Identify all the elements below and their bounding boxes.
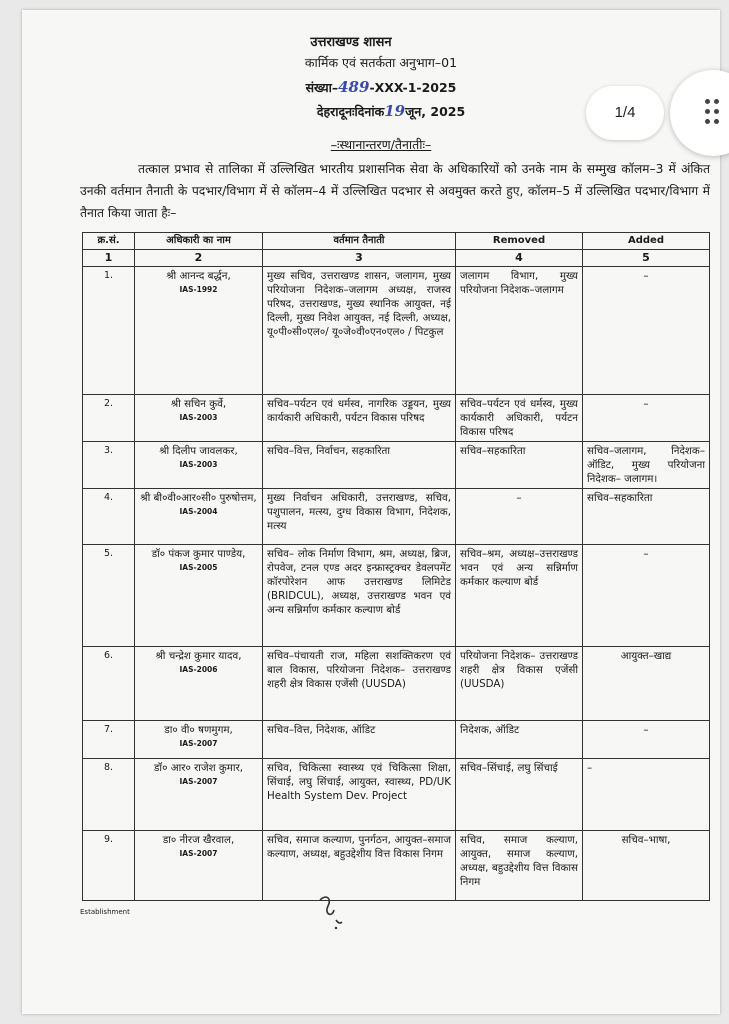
officer-name — [135, 489, 263, 545]
col-header-name: अधिकारी का नाम — [135, 233, 263, 250]
row-sn: 5. — [83, 545, 135, 647]
ias-batch: IAS-2007 — [179, 777, 218, 786]
current-posting: सचिव, चिकित्सा स्वास्थ्य एवं चिकित्सा शिक्षा, सिंचाई, लघु सिंचाई, आयुक्त, स्वास्थ्य, PD/UK Health System Dev. Project — [263, 759, 456, 831]
subject-line: –ःस्थानान्तरण/तैनातीः– — [330, 137, 432, 152]
column-number-row — [83, 250, 710, 267]
current-posting: मुख्य सचिव, उत्तराखण्ड शासन, जलागम, मुख्य परियोजना निदेशक–जलागम अध्यक्ष, राजस्व परिषद, उत्तराखण्ड, मुख्य स्थानिक आयुक्त, नई दिल्ली, मुख्य निवेश आयुक्त, नई दिल्ली, अध्यक्ष, यू०पी०सी०एल०/ यू०जे०वी०एन०एल० / पिटकुल — [263, 267, 456, 395]
officer-name-text: श्री बी०वी०आर०सी० पुरुषोत्तम, — [140, 492, 257, 504]
handwritten-order-number: 489 — [338, 78, 370, 96]
officer-name — [135, 442, 263, 489]
table-row — [83, 395, 710, 442]
handwritten-date: 19 — [384, 102, 406, 120]
officer-name — [135, 759, 263, 831]
added-posting: – — [583, 395, 710, 442]
table-header-row — [83, 233, 710, 250]
added-posting: – — [583, 721, 710, 759]
row-sn: 1. — [83, 267, 135, 395]
added-posting: – — [583, 759, 710, 831]
table-row — [83, 545, 710, 647]
added-posting: सचिव–भाषा, — [583, 831, 710, 901]
ias-batch: IAS-1992 — [179, 285, 218, 294]
removed-posting: निदेशक, ऑडिट — [456, 721, 583, 759]
officer-name-text: डा० नीरज खैरवाल, — [162, 834, 235, 846]
ias-batch: IAS-2006 — [179, 665, 218, 674]
current-posting: सचिव–पर्यटन एवं धर्मस्व, नागरिक उड्डयन, मुख्य कार्यकारी अधिकारी, पर्यटन विकास परिषद — [263, 395, 456, 442]
col-header-current: वर्तमान तैनाती — [263, 233, 456, 250]
table-row — [83, 647, 710, 721]
added-posting: – — [583, 545, 710, 647]
current-posting: सचिव–वित्त, निदेशक, ऑडिट — [263, 721, 456, 759]
order-suffix: -XXX-1-2025 — [369, 80, 457, 95]
added-posting: सचिव–सहकारिता — [583, 489, 710, 545]
officer-name-text: डॉ० आर० राजेश कुमार, — [153, 762, 244, 774]
table-row — [83, 831, 710, 901]
officer-name — [135, 721, 263, 759]
removed-posting: – — [456, 489, 583, 545]
date-prefix: देहरादूनःदिनांक — [316, 104, 385, 119]
col-number: 2 — [135, 250, 263, 267]
removed-posting: सचिव–पर्यटन एवं धर्मस्व, मुख्य कार्यकारी अधिकारी, पर्यटन विकास परिषद — [456, 395, 583, 442]
removed-posting: सचिव–श्रम, अध्यक्ष–उत्तराखण्ड भवन एवं अन्य सन्निर्माण कर्मकार कल्याण बोर्ड — [456, 545, 583, 647]
officer-name-text: डॉ० पंकज कुमार पाण्डेय, — [151, 548, 246, 560]
col-header-sn: क्र.सं. — [83, 233, 135, 250]
ias-batch: IAS-2007 — [179, 739, 218, 748]
current-posting: सचिव, समाज कल्याण, पुनर्गठन, आयुक्त–समाज कल्याण, अध्यक्ष, बहुउद्देशीय वित्त विकास निगम — [263, 831, 456, 901]
col-number: 4 — [456, 250, 583, 267]
current-posting: सचिव–वित्त, निर्वाचन, सहकारिता — [263, 442, 456, 489]
officer-name — [135, 545, 263, 647]
officer-name — [135, 831, 263, 901]
current-posting: मुख्य निर्वाचन अधिकारी, उत्तराखण्ड, सचिव, पशुपालन, मत्स्य, दुग्ध विकास विभाग, निदेशक, मत्स्य — [263, 489, 456, 545]
col-number: 5 — [583, 250, 710, 267]
establishment-footer: Establishment — [80, 908, 130, 916]
removed-posting: सचिव–सहकारिता — [456, 442, 583, 489]
col-number: 3 — [263, 250, 456, 267]
table-row — [83, 267, 710, 395]
page-indicator[interactable]: 1/4 — [586, 86, 664, 140]
more-dots-icon — [705, 99, 723, 127]
row-sn: 9. — [83, 831, 135, 901]
col-number: 1 — [83, 250, 135, 267]
row-sn: 8. — [83, 759, 135, 831]
officer-name — [135, 395, 263, 442]
row-sn: 3. — [83, 442, 135, 489]
row-sn: 4. — [83, 489, 135, 545]
officer-name-text: श्री सचिन कुर्वे, — [170, 398, 227, 410]
ias-batch: IAS-2004 — [179, 507, 218, 516]
added-posting: सचिव–जलागम, निदेशक–ऑडिट, मुख्य परियोजना निदेशक– जलागम। — [583, 442, 710, 489]
transfer-table — [82, 232, 710, 901]
table-row — [83, 442, 710, 489]
ias-batch: IAS-2003 — [179, 413, 218, 422]
current-posting: सचिव– लोक निर्माण विभाग, श्रम, अध्यक्ष, ब्रिज, रोपवेज, टनल एण्ड अदर इन्फ्रास्ट्रक्चर डेवलपमेंट कॉरपोरेशन आफ उत्तराखण्ड लिमिटेड (BRIDCUL), अध्यक्ष, उत्तराखण्ड भवन एवं अन्य सन्निर्माण कर्मकार कल्याण बोर्ड — [263, 545, 456, 647]
col-header-added: Added — [583, 233, 710, 250]
order-prefix: संख्या– — [305, 80, 339, 95]
officer-name-text: श्री चन्द्रेश कुमार यादव, — [155, 650, 242, 662]
ias-batch: IAS-2005 — [179, 563, 218, 572]
removed-posting: सचिव–सिंचाई, लघु सिंचाई — [456, 759, 583, 831]
officer-name-text: डा० वी० षणमुगम, — [164, 724, 233, 736]
document-page — [22, 10, 720, 1014]
officer-name — [135, 647, 263, 721]
department-line: कार्मिक एवं सतर्कता अनुभाग–01 — [304, 55, 458, 70]
row-sn: 6. — [83, 647, 135, 721]
table-row — [83, 759, 710, 831]
govt-title: उत्तराखण्ड शासन — [310, 35, 392, 50]
officer-name-text: श्री दिलीप जावलकर, — [159, 445, 238, 457]
table-row — [83, 489, 710, 545]
officer-name — [135, 267, 263, 395]
table-row — [83, 721, 710, 759]
date-suffix: जून, 2025 — [405, 104, 466, 119]
officer-name-text: श्री आनन्द बर्द्धन, — [166, 270, 231, 282]
removed-posting: परियोजना निदेशक– उत्तराखण्ड शहरी क्षेत्र विकास एजेंसी (UUSDA) — [456, 647, 583, 721]
row-sn: 7. — [83, 721, 135, 759]
signature-mark — [312, 890, 352, 935]
current-posting: सचिव–पंचायती राज, महिला सशक्तिकरण एवं बाल विकास, परियोजना निदेशक– उत्तराखण्ड शहरी क्षेत्र विकास एजेंसी (UUSDA) — [263, 647, 456, 721]
removed-posting: जलागम विभाग, मुख्य परियोजना निदेशक–जलागम — [456, 267, 583, 395]
added-posting: आयुक्त–खाद्य — [583, 647, 710, 721]
ias-batch: IAS-2007 — [179, 849, 218, 858]
removed-posting: सचिव, समाज कल्याण, आयुक्त, समाज कल्याण, अध्यक्ष, बहुउद्देशीय वित्त विकास निगम — [456, 831, 583, 901]
order-paragraph: तत्काल प्रभाव से तालिका में उल्लिखित भारतीय प्रशासनिक सेवा के अधिकारियों को उनके नाम के सम्मुख कॉलम–3 में अंकित उनकी वर्तमान तैनाती के पदभार/विभाग में से कॉलम–4 में उल्लिखित पदभार से अवमुक्त करते हुए, कॉलम–5 में उल्लिखित पदभार/विभाग में तैनात किया जाता हैः– — [80, 162, 710, 220]
col-header-removed: Removed — [456, 233, 583, 250]
added-posting: – — [583, 267, 710, 395]
ias-batch: IAS-2003 — [179, 460, 218, 469]
row-sn: 2. — [83, 395, 135, 442]
